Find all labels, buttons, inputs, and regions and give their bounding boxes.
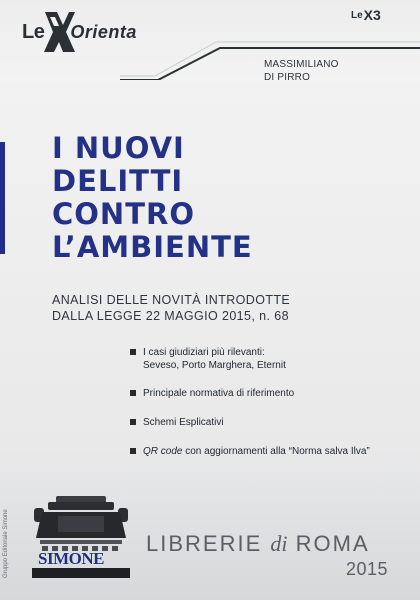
series-x3-text: X3 bbox=[363, 7, 381, 23]
series-le-text: Le bbox=[351, 9, 363, 21]
publisher-name: SIMONE bbox=[38, 549, 104, 568]
feature-text: I casi giudiziari più rilevanti: bbox=[143, 347, 265, 358]
logo-orienta-text: Orienta bbox=[70, 21, 137, 42]
feature-text: Principale normativa di riferimento bbox=[143, 388, 295, 399]
title-line: CONTRO bbox=[52, 197, 195, 231]
series-badge bbox=[351, 7, 381, 23]
bookstore-text: LIBRERIE bbox=[146, 531, 271, 556]
edition-year: 2015 bbox=[346, 559, 389, 579]
book-title bbox=[52, 132, 253, 264]
title-line: I NUOVI bbox=[52, 131, 185, 165]
feature-item bbox=[130, 346, 370, 372]
accent-bar bbox=[0, 142, 5, 254]
author-first-name: MASSIMILIANO bbox=[264, 59, 339, 70]
book-subtitle bbox=[52, 292, 290, 324]
feature-text: Schemi Esplicativi bbox=[143, 417, 224, 428]
feature-item bbox=[130, 387, 370, 400]
feature-item bbox=[130, 416, 370, 429]
author-last-name: DI PIRRO bbox=[264, 72, 311, 83]
title-line: L’AMBIENTE bbox=[52, 230, 253, 264]
feature-item bbox=[130, 445, 370, 458]
header-band bbox=[0, 0, 420, 82]
title-line: DELITTI bbox=[52, 164, 184, 198]
feature-text: con aggiornamenti alla “Norma salva Ilva” bbox=[182, 446, 370, 457]
author-name bbox=[264, 58, 339, 84]
series-logo bbox=[22, 12, 137, 52]
bookstore-text: ROMA bbox=[287, 531, 370, 556]
feature-list bbox=[130, 346, 370, 458]
bookstore-text-italic: di bbox=[270, 531, 288, 556]
feature-text-italic: QR code bbox=[143, 446, 183, 457]
subtitle-line: DALLA LEGGE 22 MAGGIO 2015, n. 68 bbox=[52, 309, 289, 323]
spine-publisher-text: Gruppo Editoriale Simone bbox=[3, 509, 9, 578]
subtitle-line: ANALISI DELLE NOVITÀ INTRODOTTE bbox=[52, 293, 291, 307]
logo-le-text: Le bbox=[22, 20, 45, 43]
bookstore-label bbox=[146, 531, 370, 557]
feature-text: Seveso, Porto Marghera, Eternit bbox=[143, 360, 286, 371]
